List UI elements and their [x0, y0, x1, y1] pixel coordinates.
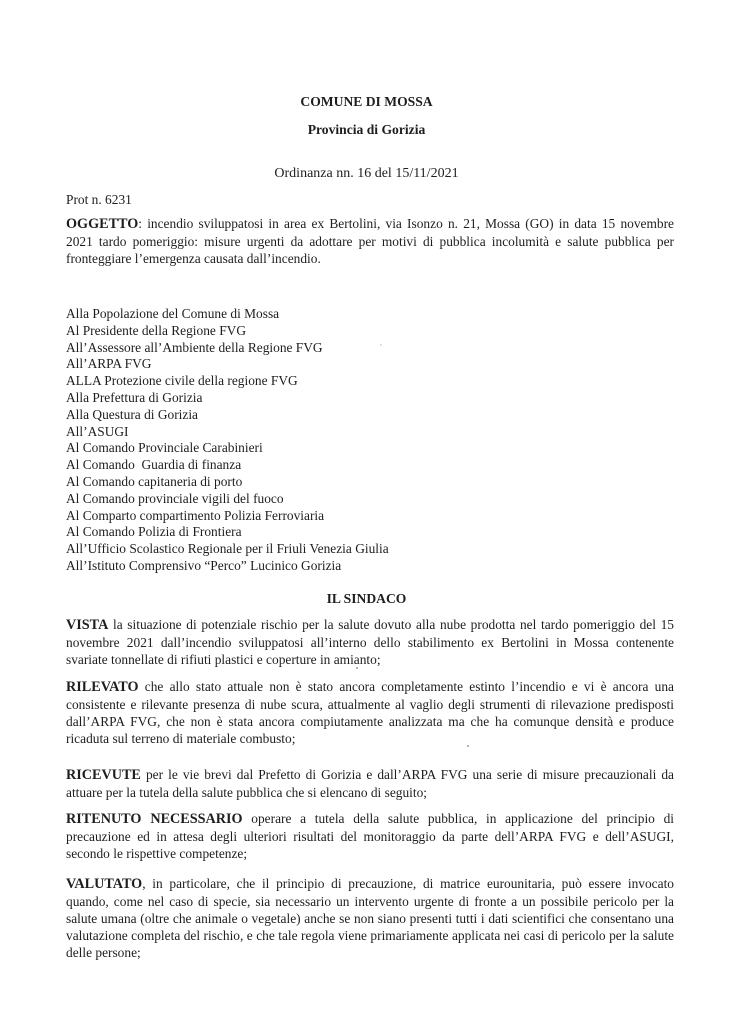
recipient-item: ALLA Protezione civile della regione FVG [66, 373, 298, 389]
recipient-item: Al Comando provinciale vigili del fuoco [66, 490, 284, 506]
recipient-item: All’Ufficio Scolastico Regionale per il Friuli Venezia Giulia [66, 541, 389, 557]
subject-text: : incendio sviluppatosi in area ex Bertolini, via Isonzo n. 21, Mossa (GO) in data 15 novembre 2021 tardo pomeriggio: misure urgenti da adottare per motivi di pubblica incolumità e salute pubblica per fronteggiare l’emergenza causata dall’incendio. [66, 216, 674, 266]
recipient-item: All’ARPA FVG [66, 356, 152, 372]
recipients-list [66, 306, 389, 575]
paragraph-text: operare a tutela della salute pubblica, in applicazione del principio di precauzione ed in attesa degli ulteriori risultati del monitoraggio da parte dell’ARPA FVG e dell’ASUGI, secondo le rispettive competenze; [66, 811, 674, 861]
paragraph-label: RITENUTO NECESSARIO [66, 811, 243, 827]
recipient-item: All’Assessore all’Ambiente della Regione FVG [66, 339, 323, 355]
paragraph-vista [66, 616, 674, 668]
recipient-item: All’Istituto Comprensivo “Perco” Lucinico Gorizia [66, 557, 342, 573]
scan-speck [356, 667, 358, 669]
paragraph-text: , in particolare, che il principio di precauzione, di matrice eurounitaria, può essere invocato quando, come nel caso di specie, sia necessario un intervento urgente di fronte a un possibile pericolo per la salute umana (oltre che animale o vegetale) anche se non siano presenti tutti i dati scientifici che consentano una valutazione completa del rischio, e che tale regola viene primariamente applicata nei casi di pericolo per la salute delle persone; [66, 876, 674, 960]
ordinance-number: Ordinanza nn. 16 del 15/11/2021 [274, 166, 459, 181]
recipient-item: Alla Questura di Gorizia [66, 406, 199, 422]
paragraph-valutato [66, 875, 674, 961]
recipient-item: Al Comando capitaneria di porto [66, 473, 243, 489]
subject-label: OGGETTO [66, 216, 139, 232]
paragraph-label: VALUTATO [66, 876, 143, 892]
paragraph-text: la situazione di potenziale rischio per la salute dovuto alla nube prodotta nel tardo pomeriggio del 15 novembre 2021 dall’incendio sviluppatosi all’interno dello stabilimento ex Bertolini in Mossa contenente svariate tonnellate di rifiuti plastici e coperture in amianto; [66, 617, 674, 667]
recipient-item: Alla Prefettura di Gorizia [66, 389, 203, 405]
paragraph-label: RILEVATO [66, 679, 139, 695]
paragraph-rilevato [66, 678, 674, 747]
paragraph-ritenuto [66, 810, 674, 862]
recipient-item: Al Comando Provinciale Carabinieri [66, 440, 263, 456]
recipient-item: All’ASUGI [66, 423, 129, 439]
mayor-heading: IL SINDACO [326, 591, 407, 606]
paragraph-label: RICEVUTE [66, 767, 141, 783]
paragraph-text: per le vie brevi dal Prefetto di Gorizia e dall’ARPA FVG una serie di misure precauzionali da attuare per la tutela della salute pubblica che si elencano di seguito; [66, 767, 674, 800]
recipient-item: Al Comando Guardia di finanza [66, 457, 242, 473]
scan-speck [467, 745, 469, 747]
paragraph-label: VISTA [66, 617, 109, 633]
recipient-item: Al Comparto compartimento Polizia Ferroviaria [66, 507, 325, 523]
protocol-number: Prot n. 6231 [66, 192, 132, 207]
document-title: COMUNE DI MOSSA [300, 94, 433, 109]
document-subtitle: Provincia di Gorizia [307, 122, 426, 137]
paragraph-text: che allo stato attuale non è stato ancora completamente estinto l’incendio e vi è ancora una consistente e rilevante presenza di nube scura, attualmente al vaglio degli strumenti di rilevazione predisposti dall’ARPA FVG, che non è stata ancora compiutamente analizzata ma che ha comunque densità e produce ricaduta sul terreno di materiale combusto; [66, 679, 674, 746]
scan-speck [380, 344, 382, 346]
subject-paragraph [66, 215, 674, 267]
recipient-item: Al Comando Polizia di Frontiera [66, 524, 242, 540]
recipient-item: Alla Popolazione del Comune di Mossa [66, 306, 280, 321]
recipient-item: Al Presidente della Regione FVG [66, 322, 246, 338]
paragraph-ricevute [66, 766, 674, 801]
